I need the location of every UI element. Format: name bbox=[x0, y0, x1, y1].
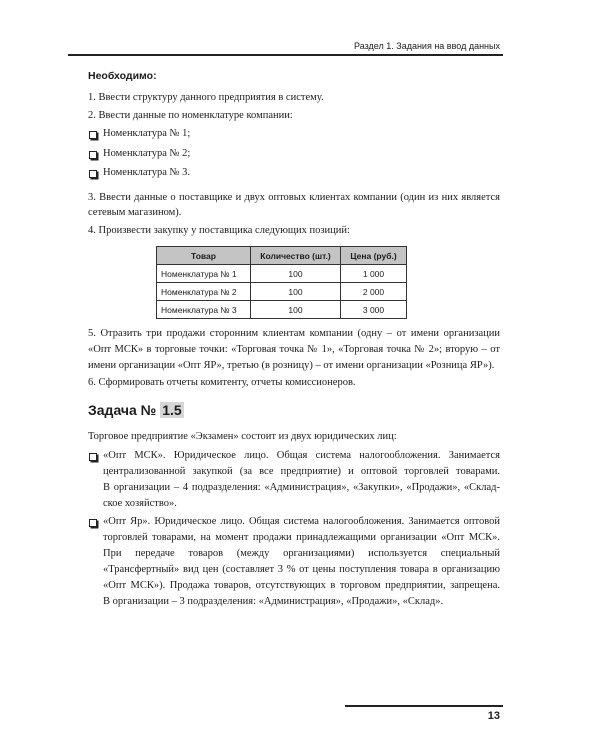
column-header-product: Товар bbox=[157, 247, 251, 265]
cell-quantity: 100 bbox=[251, 301, 341, 319]
nomenclature-item-1: Номенклатура № 1; bbox=[103, 128, 191, 139]
step-1: 1. Ввести структуру данного предприятия в систему. bbox=[88, 92, 324, 103]
table-row bbox=[157, 283, 407, 301]
running-header-title: Раздел 1. Задания на ввод данных bbox=[354, 41, 500, 51]
entity-2-line-6: В организации – 3 подразделения: «Администрация», «Продажи», «Склад». bbox=[103, 596, 444, 607]
entity-1-line-4: ское хозяйство». bbox=[103, 498, 177, 509]
task-title bbox=[88, 401, 184, 419]
cell-price: 3 000 bbox=[341, 301, 407, 319]
page-number: 13 bbox=[487, 710, 500, 722]
task-title-number: 1.5 bbox=[162, 402, 182, 418]
cell-product: Номенклатура № 2 bbox=[157, 283, 251, 301]
nomenclature-item-3: Номенклатура № 3. bbox=[103, 167, 191, 178]
task-intro: Торговое предприятие «Экзамен» состоит из двух юридических лиц: bbox=[88, 431, 397, 442]
step-5-line-1: 5. Отразить три продажи сторонним клиентам компании (одну – от имени организации bbox=[88, 328, 500, 339]
entity-2-line-4: «Трансфертный» вид цен (составляет 3 % от цены поступления товара в организацию bbox=[103, 564, 500, 575]
required-heading: Необходимо: bbox=[88, 70, 157, 82]
entity-2-line-1: «Опт Яр». Юридическое лицо. Общая система налогообложения. Занимается оптовой bbox=[103, 516, 500, 527]
table-row bbox=[157, 301, 407, 319]
checkbox-square-icon bbox=[89, 170, 97, 178]
task-title-prefix: Задача № bbox=[88, 402, 157, 418]
nomenclature-item-2: Номенклатура № 2; bbox=[103, 148, 191, 159]
step-4: 4. Произвести закупку у поставщика следующих позиций: bbox=[88, 225, 350, 236]
column-header-price: Цена (руб.) bbox=[341, 247, 407, 265]
column-header-quantity: Количество (шт.) bbox=[251, 247, 341, 265]
entity-2-line-2: торговлей товарами, на момент продажи принадлежащими организации «Опт МСК». bbox=[103, 532, 500, 543]
entity-1-line-3: В организации – 4 подразделения: «Администрация», «Закупки», «Продажи», «Склад- bbox=[103, 482, 500, 493]
cell-quantity: 100 bbox=[251, 283, 341, 301]
cell-product: Номенклатура № 1 bbox=[157, 265, 251, 283]
step-6: 6. Сформировать отчеты комитенту, отчеты комиссионеров. bbox=[88, 377, 356, 388]
cell-product: Номенклатура № 3 bbox=[157, 301, 251, 319]
table-header-row bbox=[157, 247, 407, 265]
footer-rule bbox=[345, 705, 503, 707]
entity-1-line-1: «Опт МСК». Юридическое лицо. Общая система налогообложения. Занимается bbox=[103, 450, 500, 461]
entity-1-line-2: централизованной закупкой (за все предприятие) и оптовой торговлей товарами. bbox=[103, 466, 500, 477]
step-3-line-2: сетевым магазином). bbox=[88, 207, 182, 218]
entity-2-line-5: «Опт МСК»). Продажа товаров, отсутствующих в торговом предприятии, запрещена. bbox=[103, 580, 500, 591]
step-5-line-2: «Опт МСК» в торговые точки: «Торговая точка № 1», «Торговая точка № 2»; вторую – от bbox=[88, 344, 500, 355]
step-2: 2. Ввести данные по номенклатуре компании: bbox=[88, 110, 293, 121]
step-3-line-1: 3. Ввести данные о поставщике и двух оптовых клиентах компании (один из них является bbox=[88, 192, 500, 203]
entity-2-line-3: При передаче товаров (между организациями) используется специальный bbox=[103, 548, 500, 559]
table-row bbox=[157, 265, 407, 283]
checkbox-square-icon bbox=[89, 519, 97, 527]
checkbox-square-icon bbox=[89, 453, 97, 461]
purchase-table bbox=[156, 246, 407, 319]
checkbox-square-icon bbox=[89, 131, 97, 139]
cell-price: 2 000 bbox=[341, 283, 407, 301]
cell-quantity: 100 bbox=[251, 265, 341, 283]
cell-price: 1 000 bbox=[341, 265, 407, 283]
header-rule bbox=[68, 54, 503, 56]
step-5-line-3: имени организации «Опт ЯР», третью (в розницу) – от имени организации «Розница ЯР»). bbox=[88, 360, 495, 371]
checkbox-square-icon bbox=[89, 151, 97, 159]
